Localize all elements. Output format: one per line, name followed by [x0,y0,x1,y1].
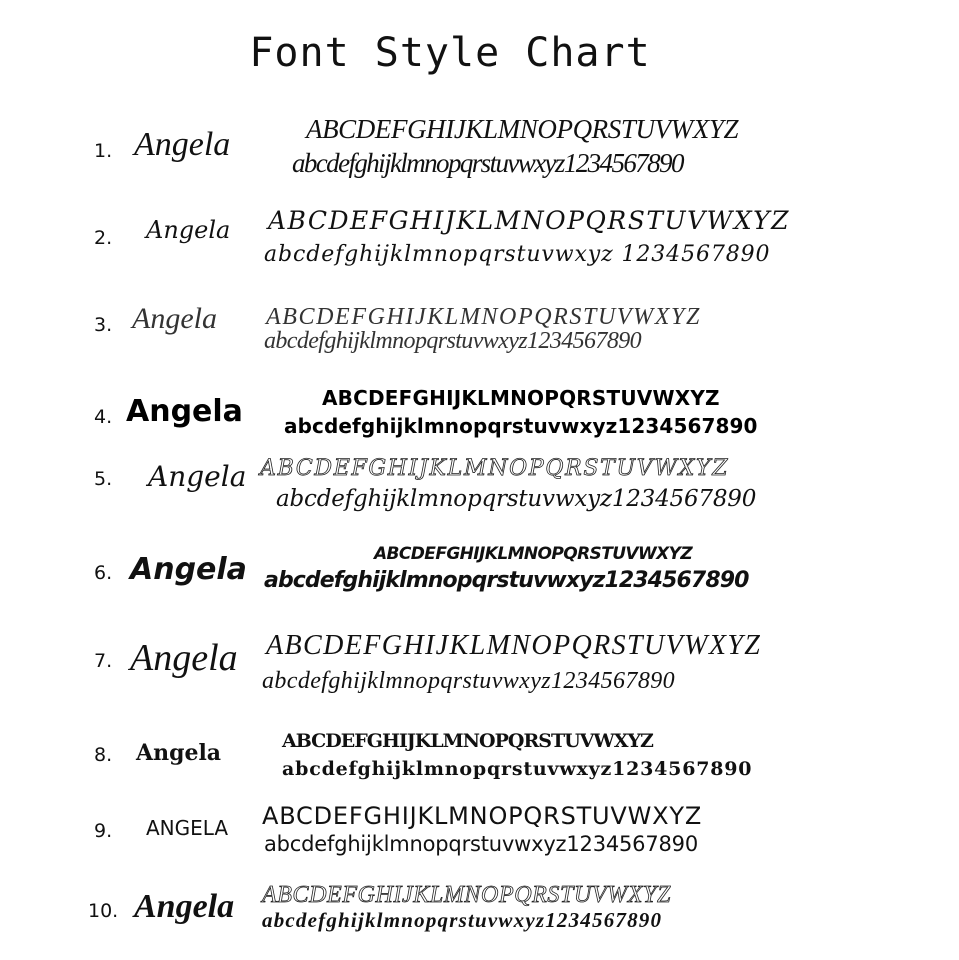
style-number: 4. [94,406,113,428]
uppercase-alphabet: ABCDEFGHIJKLMNOPQRSTUVWXYZ [282,730,653,752]
sample-name: Angela [148,460,247,493]
lowercase-and-digits: abcdefghijklmnopqrstuvwxyz1234567890 [264,568,749,593]
style-number: 2. [94,227,113,249]
sample-name: Angela [130,637,238,679]
lowercase-and-digits: abcdefghijklmnopqrstuvwxyz1234567890 [292,148,683,178]
uppercase-alphabet: ABCDEFGHIJKLMNOPQRSTUVWXYZ [374,544,693,564]
sample-name: Angela [126,394,243,429]
sample-name: ANGELA [146,816,229,840]
uppercase-alphabet: ABCDEFGHIJKLMNOPQRSTUVWXYZ [262,802,703,830]
style-number: 5. [94,468,113,490]
lowercase-and-digits: abcdefghijklmnopqrstuvwxyz1234567890 [262,668,676,694]
uppercase-alphabet: ABCDEFGHIJKLMNOPQRSTUVWXYZ [260,456,730,481]
uppercase-alphabet: ABCDEFGHIJKLMNOPQRSTUVWXYZ [306,114,739,144]
sample-name: Angela [134,126,231,163]
lowercase-and-digits: abcdefghijklmnopqrstuvwxyz1234567890 [282,758,753,780]
lowercase-and-digits: abcdefghijklmnopqrstuvwxyz1234567890 [264,832,698,856]
style-number: 8. [94,744,113,766]
sample-name: Angela [136,740,222,766]
uppercase-alphabet: ABCDEFGHIJKLMNOPQRSTUVWXYZ [322,386,720,410]
lowercase-and-digits: abcdefghijklmnopqrstuvwxyz1234567890 [284,414,758,438]
lowercase-and-digits: abcdefghijklmnopqrstuvwxyz1234567890 [262,908,663,932]
style-number: 9. [94,820,113,842]
style-number: 7. [94,650,113,672]
uppercase-alphabet: ABCDEFGHIJKLMNOPQRSTUVWXYZ [262,882,671,908]
style-number: 3. [94,314,113,336]
sample-name: Angela [134,888,235,925]
lowercase-and-digits: abcdefghijklmnopqrstuvwxyz 1234567890 [264,242,771,267]
style-number: 6. [94,562,113,584]
sample-name: Angela [146,216,231,244]
style-number: 1. [94,140,113,162]
chart-title: Font Style Chart [249,30,651,76]
uppercase-alphabet: ABCDEFGHIJKLMNOPQRSTUVWXYZ [268,206,791,235]
sample-name: Angela [130,552,247,587]
lowercase-and-digits: abcdefghijklmnopqrstuvwxyz1234567890 [264,328,642,354]
lowercase-and-digits: abcdefghijklmnopqrstuvwxyz1234567890 [276,486,757,512]
uppercase-alphabet: ABCDEFGHIJKLMNOPQRSTUVWXYZ [266,630,762,661]
sample-name: Angela [132,302,217,335]
uppercase-alphabet: ABCDEFGHIJKLMNOPQRSTUVWXYZ [266,304,701,330]
style-number: 10. [88,900,119,922]
